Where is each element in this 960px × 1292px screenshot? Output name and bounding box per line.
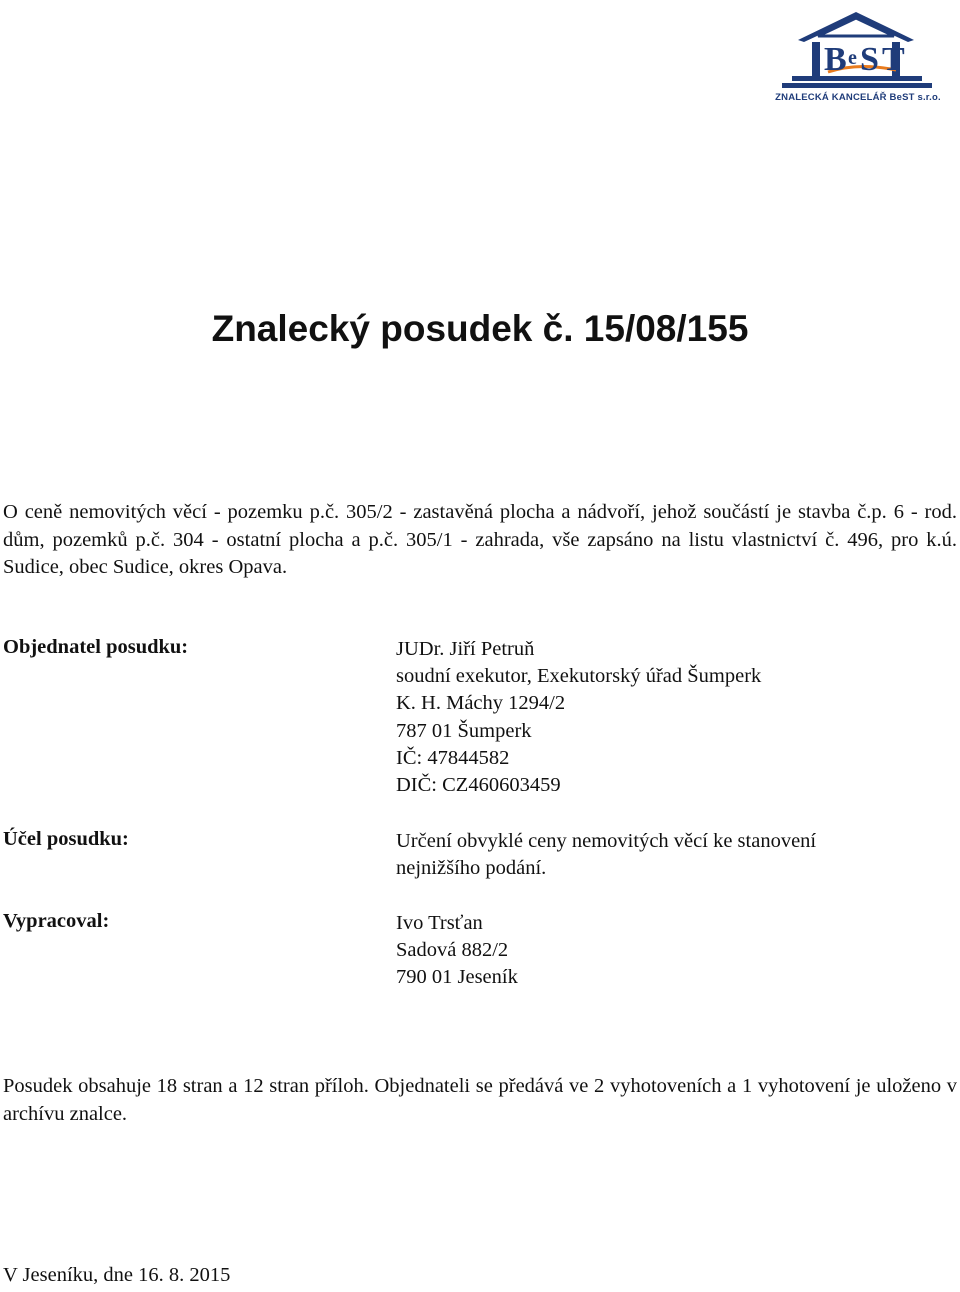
orderer-label: Objednatel posudku: xyxy=(3,636,189,658)
content-note: Posudek obsahuje 18 stran a 12 stran příloh. Objednateli se předává ve 2 vyhotoveních a 1 vyhotovení je uloženo v archívu znalce. xyxy=(3,1075,957,1125)
bestlogo-graphic xyxy=(768,6,948,92)
svg-text:T: T xyxy=(882,41,905,78)
orderer-role: soudní exekutor, Exekutorský úřad Šumperk xyxy=(396,665,762,688)
svg-text:S: S xyxy=(860,41,879,78)
company-logo xyxy=(768,6,948,106)
orderer-name: JUDr. Jiří Petruň xyxy=(396,638,535,660)
author-street: Sadová 882/2 xyxy=(396,939,509,962)
purpose-label: Účel posudku: xyxy=(3,828,129,850)
logo-letters: B xyxy=(824,41,847,78)
author-name: Ivo Trsťan xyxy=(396,912,483,934)
logo-caption: ZNALECKÁ KANCELÁŘ BeST s.r.o. xyxy=(775,92,941,103)
author-details xyxy=(396,910,518,992)
purpose-line-1: Určení obvyklé ceny nemovitých věcí ke stanovení xyxy=(396,830,817,852)
purpose-line-2: nejnižšího podání. xyxy=(396,857,547,880)
purpose-details xyxy=(396,828,816,882)
orderer-city: 787 01 Šumperk xyxy=(396,719,532,742)
author-city: 790 01 Jeseník xyxy=(396,966,518,989)
orderer-ic: IČ: 47844582 xyxy=(396,746,510,769)
orderer-street: K. H. Máchy 1294/2 xyxy=(396,692,566,715)
date-line: V Jeseníku, dne 16. 8. 2015 xyxy=(3,1264,231,1286)
orderer-dic: DIČ: CZ460603459 xyxy=(396,774,561,797)
document-title: Znalecký posudek č. 15/08/155 xyxy=(211,308,749,349)
svg-text:e: e xyxy=(848,47,857,69)
author-label: Vypracoval: xyxy=(3,910,110,932)
subject-paragraph: O ceně nemovitých věcí - pozemku p.č. 305/2 - zastavěná plocha a nádvoří, jehož součástí je stavba č.p. 6 - rod. dům, pozemků p.č. 304 - ostatní plocha a p.č. 305/1 - zahrada, vše zapsáno na listu vlastnictví č. 496, pro k.ú. Sudice, obec Sudice, okres Opava. xyxy=(3,501,957,578)
orderer-details xyxy=(396,636,761,799)
